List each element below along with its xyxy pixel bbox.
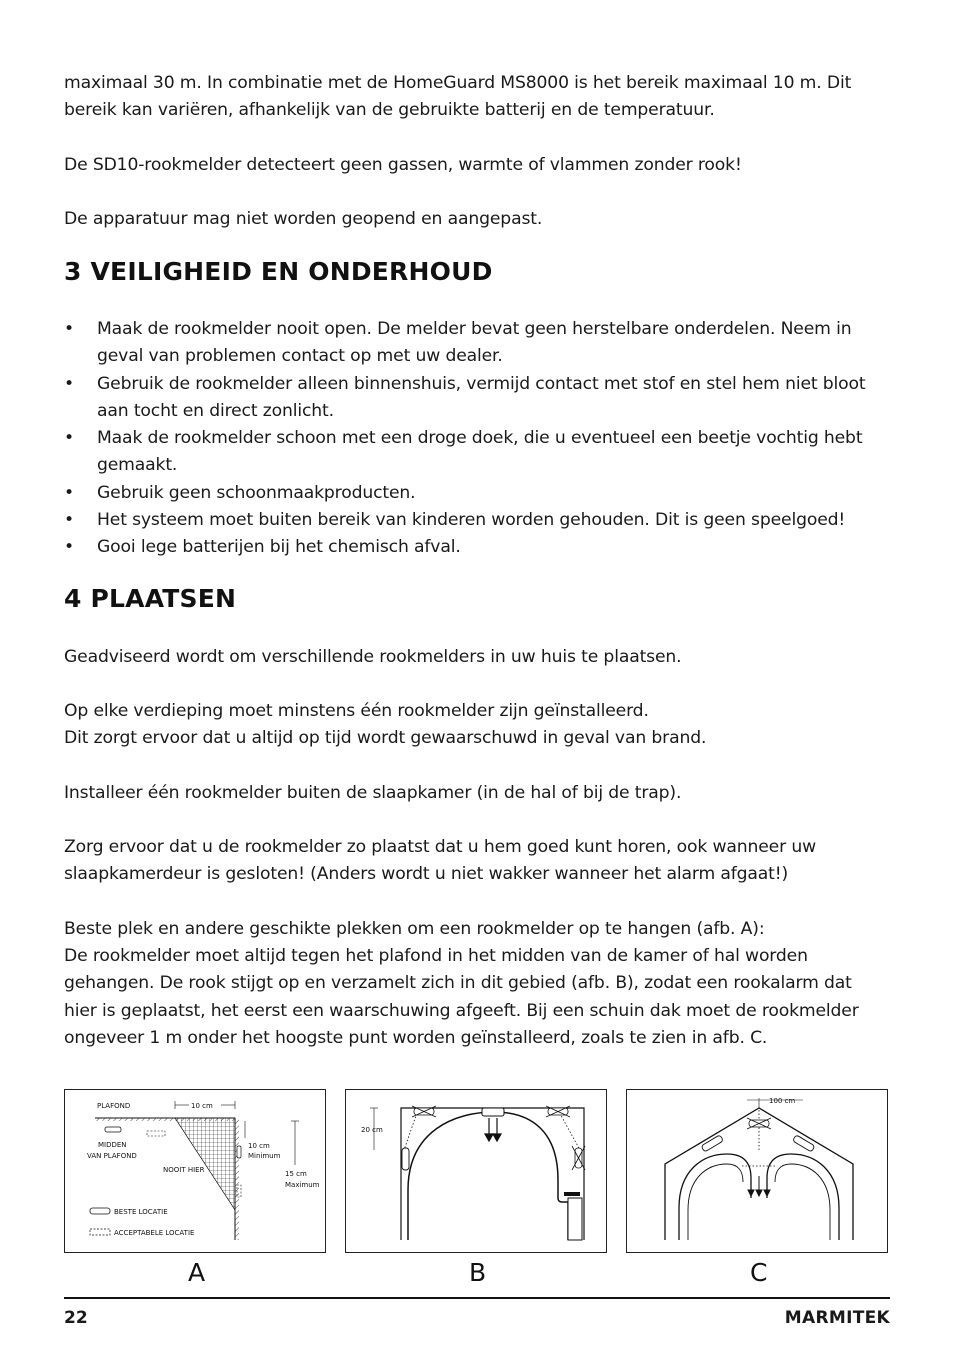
- safety-bullet-list: [64, 316, 890, 562]
- bad-location-icon: [546, 1106, 570, 1117]
- figure-c-diagram: [627, 1090, 889, 1254]
- label-maximum: Maximum: [285, 1181, 320, 1189]
- figure-b-caption: B: [469, 1258, 487, 1287]
- section-3-heading: 3 VEILIGHEID EN ONDERHOUD: [64, 257, 493, 286]
- smoke-arrows-icon: [748, 1176, 770, 1196]
- footer-divider: [64, 1297, 890, 1299]
- placement-paragraph-4: Zorg ervoor dat u de rookmelder zo plaatst dat u hem goed kunt horen, ook wanneer uw slaapkamerdeur is gesloten! (Anders wordt u niet wakker wanneer het alarm afgaat!): [64, 837, 816, 885]
- figure-a-ceiling-placement: [64, 1089, 326, 1253]
- label-nooit-hier: NOOIT HIER: [163, 1166, 205, 1174]
- bad-location-icon: [412, 1106, 436, 1117]
- placement-paragraph-5a: Beste plek en andere geschikte plekken om een rookmelder op te hangen (afb. A):: [64, 919, 765, 939]
- best-location-icon: [793, 1135, 815, 1152]
- label-15cm: 15 cm: [285, 1170, 307, 1178]
- section-4-heading: 4 PLAATSEN: [64, 584, 237, 613]
- smoke-arrows-icon: [485, 1118, 501, 1141]
- label-10cm-top: 10 cm: [191, 1102, 213, 1110]
- intro-paragraph-2: De SD10-rookmelder detecteert geen gassen, warmte of vlammen zonder rook!: [64, 155, 742, 175]
- label-minimum: Minimum: [248, 1152, 281, 1160]
- label-plafond: PLAFOND: [97, 1102, 131, 1110]
- placement-paragraph-5b: De rookmelder moet altijd tegen het plafond in het midden van de kamer of hal worden gehangen. De rook stijgt op en verzamelt zich in dit gebied (afb. B), zodat een rookalarm dat hier is geplaatst, het eerst een waarschuwing afgeeft. Bij een schuin dak moet de rookmelder ongeveer 1 m onder het hoogste punt worden geïnstalleerd, zoals te zien in afb. C.: [64, 946, 859, 1048]
- best-location-icon: [105, 1127, 121, 1132]
- figure-b-diagram: [346, 1090, 608, 1254]
- figure-c-caption: C: [750, 1258, 768, 1287]
- placement-paragraph-2a: Op elke verdieping moet minstens één rookmelder zijn geïnstalleerd.: [64, 701, 649, 721]
- list-item: • Maak de rookmelder nooit open. De melder bevat geen herstelbare onderdelen. Neem in geval van problemen contact op met uw dealer.: [64, 319, 852, 367]
- placement-paragraph-1: Geadviseerd wordt om verschillende rookmelders in uw huis te plaatsen.: [64, 647, 682, 667]
- label-20cm: 20 cm: [361, 1126, 383, 1134]
- placement-paragraph-3: Installeer één rookmelder buiten de slaapkamer (in de hal of bij de trap).: [64, 783, 682, 803]
- list-item: • Gebruik de rookmelder alleen binnenshuis, vermijd contact met stof en stel hem niet bloot aan tocht en direct zonlicht.: [64, 373, 866, 421]
- best-location-icon: [701, 1135, 723, 1152]
- list-item: • Gebruik geen schoonmaakproducten.: [64, 482, 416, 503]
- best-location-icon: [482, 1108, 504, 1116]
- figure-c-sloped-roof: [626, 1089, 888, 1253]
- legend-beste-locatie: BESTE LOCATIE: [114, 1208, 168, 1216]
- label-midden: MIDDEN: [98, 1141, 127, 1149]
- legend-acceptable-icon: [90, 1229, 110, 1235]
- label-10cm-minimum: 10 cm: [248, 1142, 270, 1150]
- list-item: • Maak de rookmelder schoon met een droge doek, die u eventueel een beetje vochtig hebt gemaakt.: [64, 428, 863, 476]
- legend-acceptabele-locatie: ACCEPTABELE LOCATIE: [114, 1229, 195, 1237]
- placement-paragraph-2b: Dit zorgt ervoor dat u altijd op tijd wordt gewaarschuwd in geval van brand.: [64, 728, 707, 748]
- intro-paragraph-3: De apparatuur mag niet worden geopend en aangepast.: [64, 209, 543, 229]
- brand-name: MARMITEK: [784, 1308, 890, 1328]
- label-100cm: 100 cm: [769, 1097, 796, 1105]
- page-number: 22: [64, 1308, 88, 1328]
- bad-location-icon: [747, 1118, 771, 1129]
- intro-paragraph-1: maximaal 30 m. In combinatie met de HomeGuard MS8000 is het bereik maximaal 10 m. Dit bereik kan variëren, afhankelijk van de gebruikte batterij en de temperatuur.: [64, 73, 852, 121]
- label-van-plafond: VAN PLAFOND: [87, 1152, 137, 1160]
- figure-a-caption: A: [188, 1258, 206, 1287]
- figure-b-smoke-rises: [345, 1089, 607, 1253]
- legend-best-icon: [90, 1208, 110, 1214]
- bad-location-icon: [572, 1146, 585, 1170]
- list-item: • Het systeem moet buiten bereik van kinderen worden gehouden. Dit is geen speelgoed!: [64, 510, 846, 531]
- list-item: • Gooi lege batterijen bij het chemisch afval.: [64, 537, 461, 558]
- figure-a-diagram: [65, 1090, 327, 1254]
- acceptable-location-icon: [147, 1131, 165, 1136]
